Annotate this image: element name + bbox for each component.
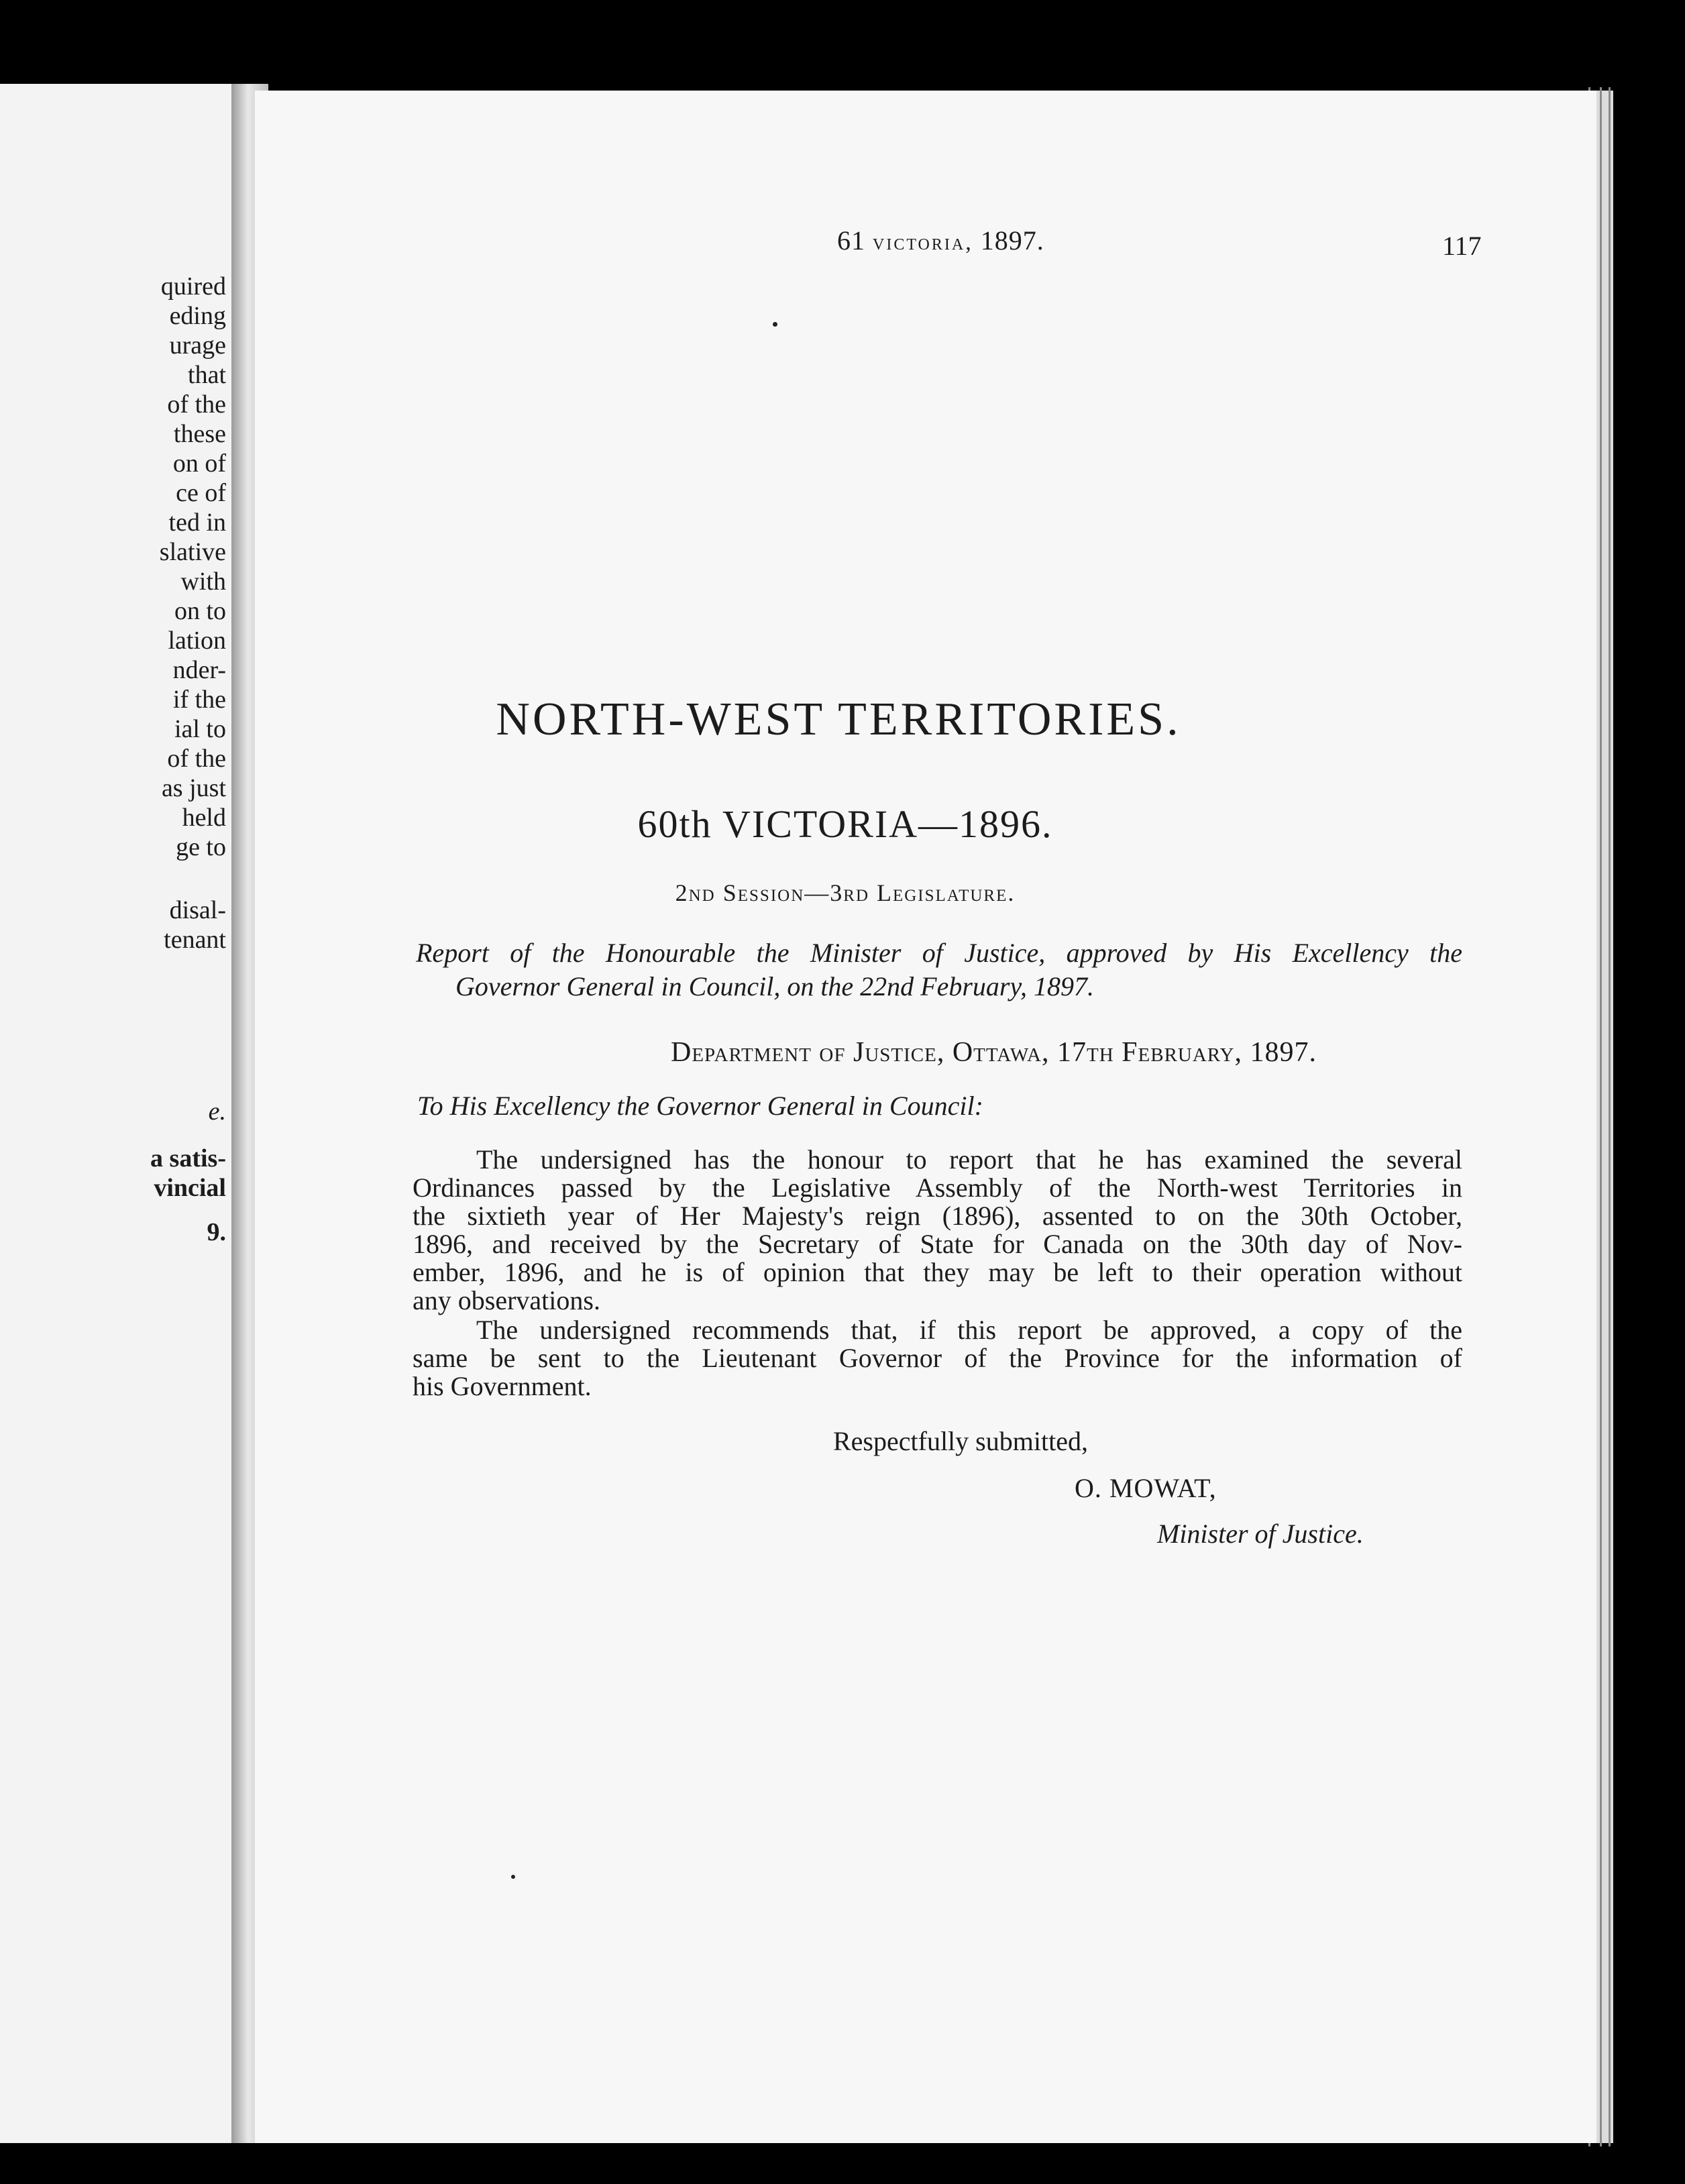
left-text-line: on of <box>172 449 226 478</box>
signatory-title: Minister of Justice. <box>1157 1519 1364 1549</box>
left-text-line: ge to <box>176 833 226 861</box>
left-text-line: a satis- <box>150 1144 226 1172</box>
left-page-fragment <box>0 84 231 2143</box>
left-text-line: that <box>188 361 226 389</box>
left-text-line: 9. <box>207 1218 226 1246</box>
left-text-line: of the <box>167 745 226 773</box>
left-text-line: with <box>180 567 226 596</box>
running-head-year: 1897. <box>980 225 1044 256</box>
session-line: 2nd Session—3rd Legislature. <box>675 879 1016 906</box>
running-head <box>837 225 1044 256</box>
left-text-line: of the <box>167 390 226 419</box>
left-text-line: tenant <box>164 926 226 954</box>
left-text-line: quired <box>160 272 226 301</box>
paragraph-line: The undersigned has the honour to report that he has examined the several <box>476 1144 1462 1175</box>
left-text-line: ce of <box>176 479 226 507</box>
running-head-reign: victoria, <box>873 230 973 255</box>
ink-mark <box>511 1875 515 1879</box>
paragraph-line: the sixtieth year of Her Majesty's reign (1896), assented to on the 30th October, <box>413 1201 1462 1231</box>
paragraph-line: 1896, and received by the Secretary of State for Canada on the 30th day of Nov- <box>413 1229 1462 1259</box>
left-text-line: nder- <box>172 656 226 684</box>
page-edge-line <box>1609 87 1611 2146</box>
left-text-line: disal- <box>169 896 226 924</box>
left-text-line: e. <box>208 1097 226 1126</box>
left-text-line: as just <box>161 774 226 802</box>
report-heading-line: Governor General in Council, on the 22nd February, 1897. <box>455 971 1095 1001</box>
running-head-volume: 61 <box>837 225 865 256</box>
signatory: O. MOWAT, <box>1075 1473 1217 1503</box>
closing: Respectfully submitted, <box>833 1426 1088 1456</box>
paragraph-line: Ordinances passed by the Legislative Assembly of the North-west Territories in <box>413 1172 1462 1203</box>
left-text-line: ted in <box>168 508 226 537</box>
paragraph-line: his Government. <box>413 1371 592 1401</box>
dateline: Department of Justice, Ottawa, 17th February, 1897. <box>671 1037 1317 1068</box>
left-text-line: slative <box>159 538 226 566</box>
left-text-line: on to <box>174 597 226 625</box>
page-edge-line <box>1600 87 1602 2146</box>
ink-mark <box>773 322 777 327</box>
paragraph-line: any observations. <box>413 1285 600 1315</box>
report-heading-line: Report of the Honourable the Minister of Justice, approved by His Excellency the <box>416 938 1462 968</box>
left-text-line: eding <box>169 302 226 330</box>
subtitle: 60th VICTORIA—1896. <box>637 802 1053 846</box>
paragraph-line: same be sent to the Lieutenant Governor of the Province for the information of <box>413 1343 1462 1373</box>
paragraph-line: The undersigned recommends that, if this report be approved, a copy of the <box>476 1315 1462 1345</box>
left-text-line: urage <box>169 331 226 360</box>
salutation: To His Excellency the Governor General in Council: <box>417 1091 983 1121</box>
paragraph-line: ember, 1896, and he is of opinion that they may be left to their operation without <box>413 1257 1462 1287</box>
left-text-line: ial to <box>174 715 226 743</box>
left-text-line: vincial <box>154 1174 226 1202</box>
left-text-line: these <box>173 420 226 448</box>
left-text-line: lation <box>168 626 226 655</box>
left-text-line: if the <box>172 686 226 714</box>
main-title: NORTH-WEST TERRITORIES. <box>496 694 1181 745</box>
right-page <box>255 91 1596 2143</box>
page-number: 117 <box>1442 231 1482 261</box>
page-edge <box>1596 91 1613 2143</box>
left-text-line: held <box>182 804 226 832</box>
